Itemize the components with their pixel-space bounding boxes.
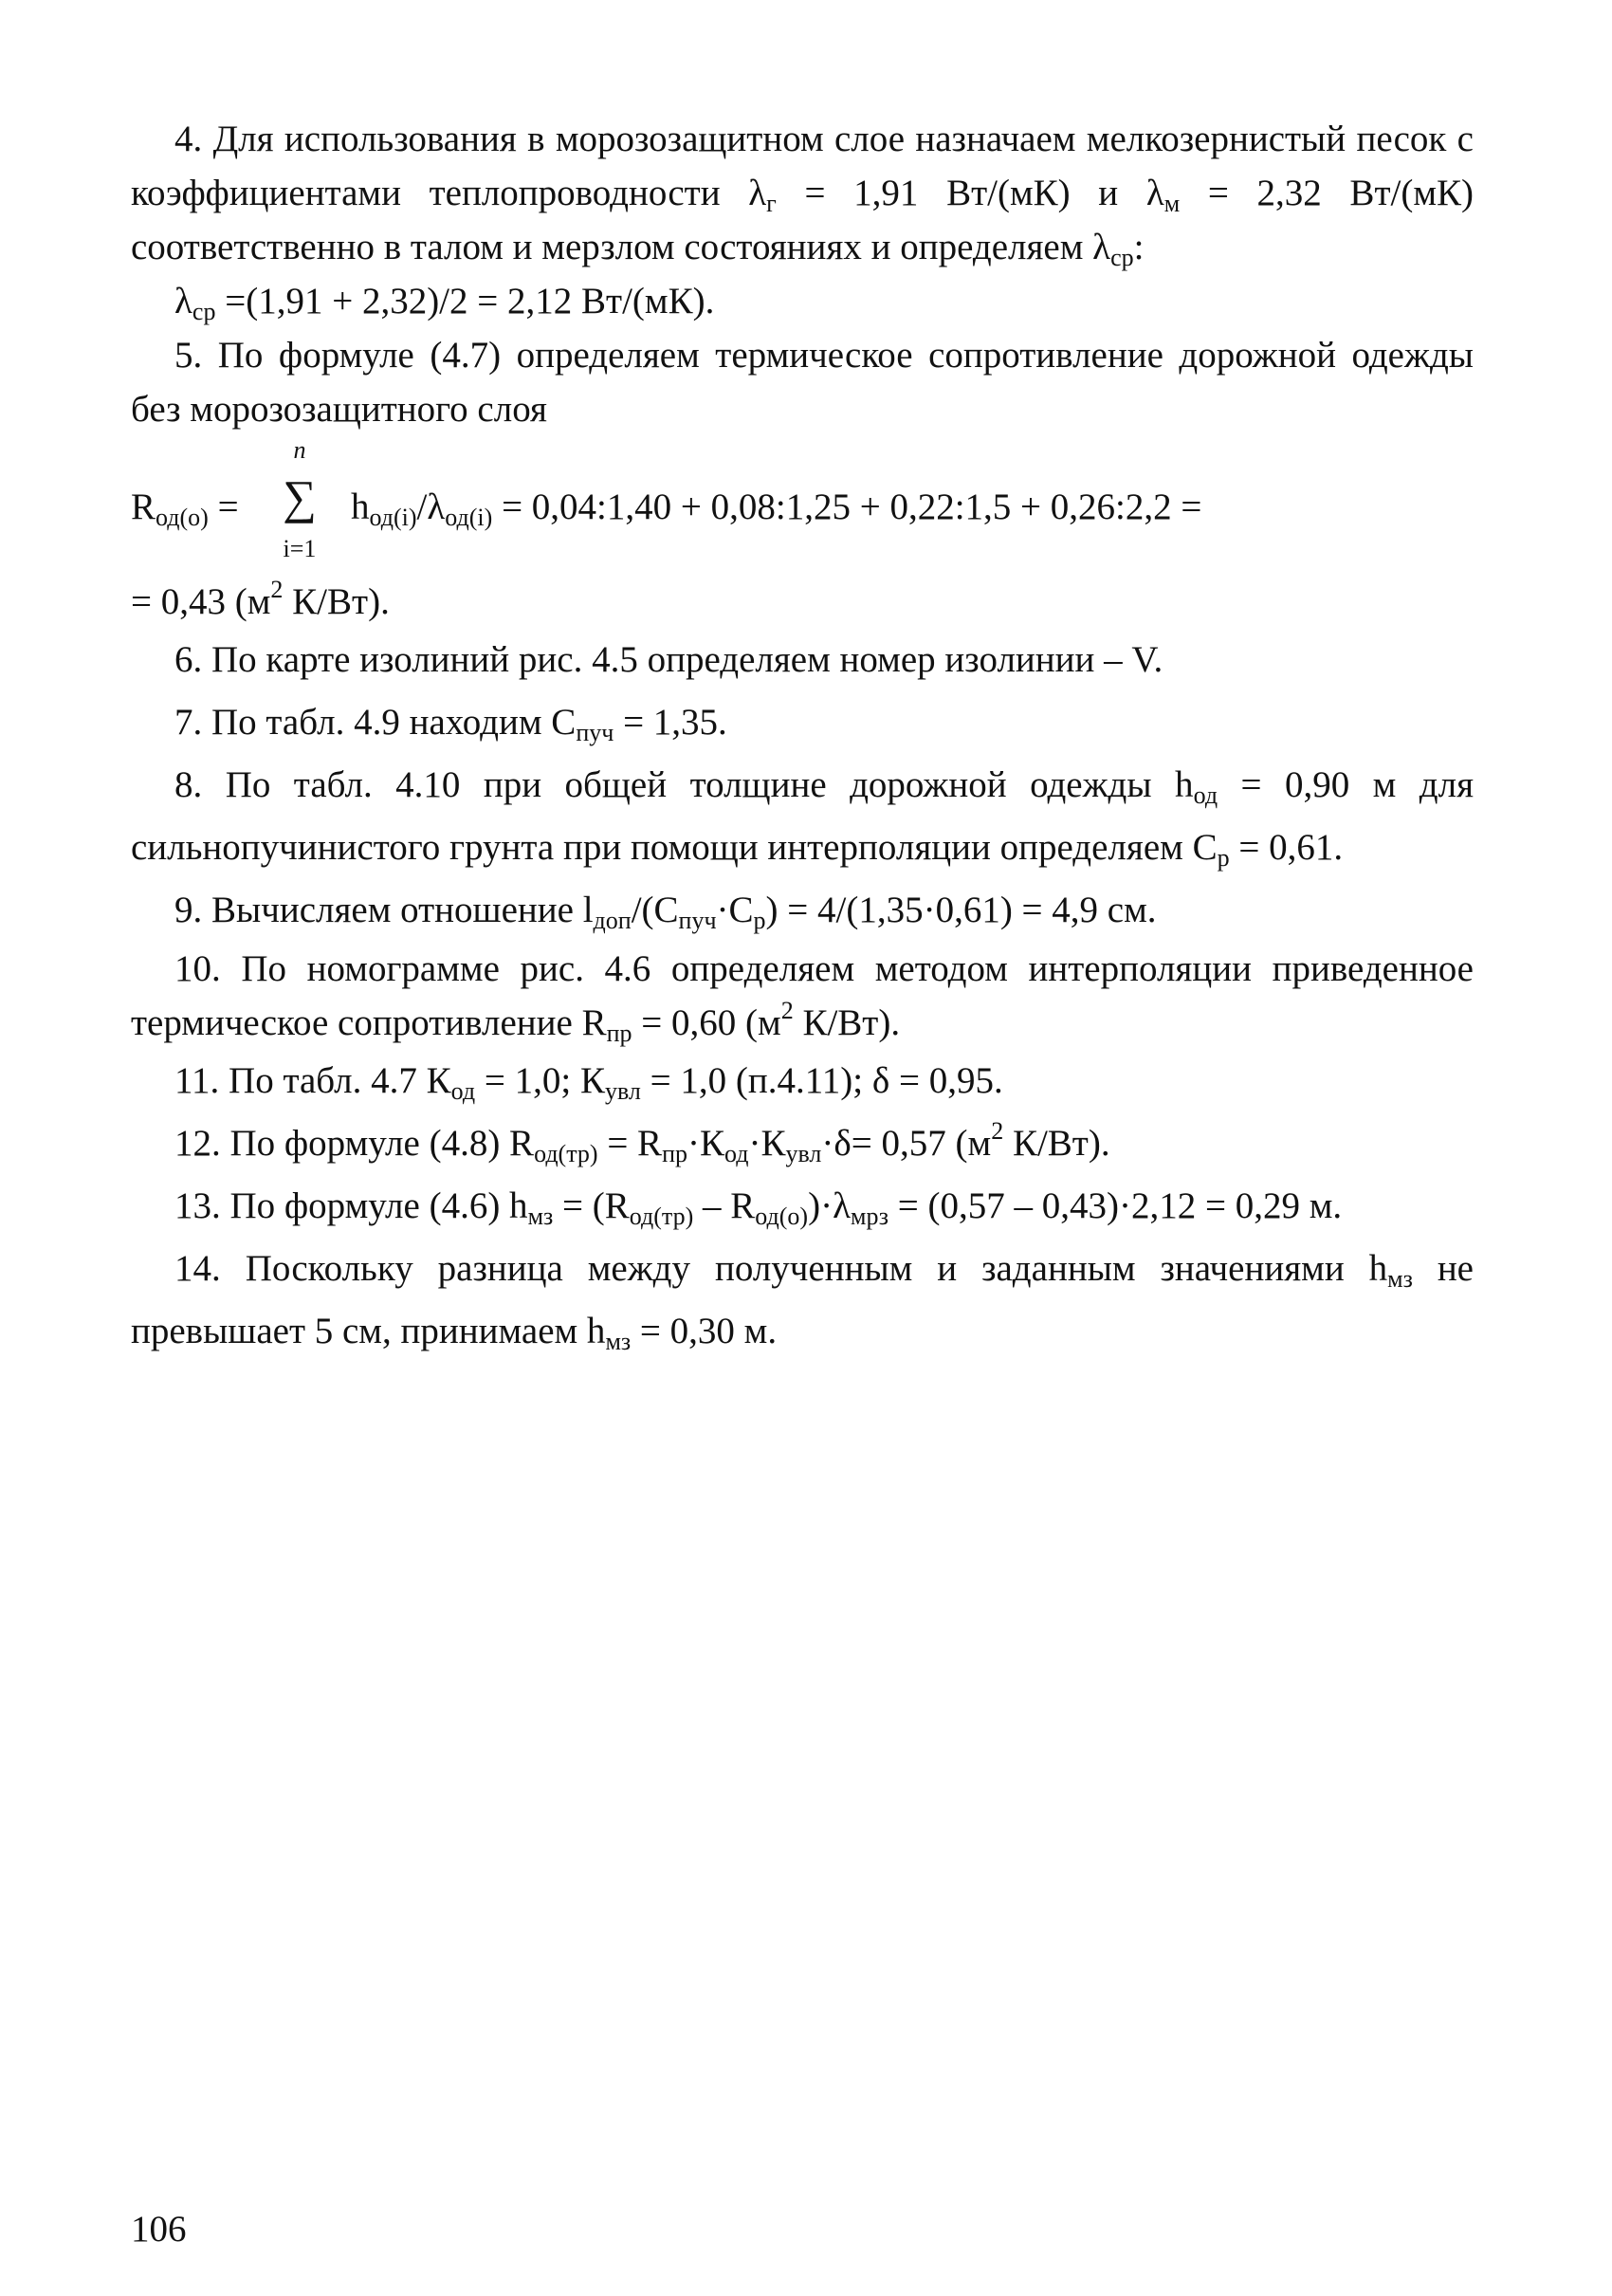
formula-lambda-average: $\lambda_{ср} =(1,91 + 2,32)/2 = 2,12$ Вт/(мК). (174, 281, 715, 325)
summation-sign: ∑ (283, 470, 317, 523)
formula-sum-result: = 0,43 ($м^2$ К/Вт). (131, 576, 390, 622)
paragraph-item-8: 8. По табл. 4.10 при общей толщине дорожной одежды $h_{од} = 0,90$ м для сильнопучинистого грунта при помощи интерполяции определяем $С_р = 0,61$. (131, 764, 1475, 872)
paragraph-item-13: 13. По формуле (4.6) $h_{мз} = (R_{од(тр)} - R_{од(о)})\cdot\lambda_{мрз} = (0,57 - 0,43)\cdot 2,12 = 0,29$ м. (174, 1185, 1343, 1230)
paragraph-item-10: 10. По номограмме рис. 4.6 определяем методом интерполяции приведенное термическое сопротивление $R_{пр} = 0,60$ ($м^2$ К/Вт). (131, 948, 1474, 1047)
paragraph-item-14: 14. Поскольку разница между полученным и заданным значениями $h_{мз}$ не превышает 5 см, принимаем $h_{мз} = 0,30$ м. (131, 1248, 1474, 1355)
formula-thermal-resistance-sum (131, 436, 1474, 575)
paragraph-item-5: 5. По формуле (4.7) определяем термическое сопротивление дорожной одежды без морозозащитного слоя (131, 335, 1474, 430)
formula-sum-lhs: $R_{од(о)}$ = (131, 487, 239, 531)
paragraph-item-4: 4. Для использования в морозозащитном слое назначаем мелкозернистый песок с коэффициентами теплопроводности $\lambda_г = 1,91$ Вт/(мК) и $\lambda_м = 2,32$ Вт/(мК) соответственно в талом и мерзлом состояниях и определяем $\lambda_{ср}$: (131, 119, 1474, 271)
paragraph-item-6: 6. По карте изолиний рис. 4.5 определяем номер изолинии – V. (174, 639, 1163, 680)
paragraph-item-12: 12. По формуле (4.8) $R_{од(тр)} = R_{пр}\cdot К_{од}\cdot К_{увл}\cdot\delta= 0,57$ ($м^2$ К/Вт). (174, 1117, 1110, 1167)
page-body (131, 112, 1474, 1363)
paragraph-item-9: 9. Вычисляем отношение $l_{доп}/(С_{пуч}\cdot С_р) = 4/(1,35\cdot 0,61) = 4,9$ см. (174, 890, 1157, 934)
summation-lower-limit: i=1 (283, 535, 317, 562)
summation-upper-limit: n (293, 436, 306, 464)
paragraph-item-11: 11. По табл. 4.7 $К_{од} = 1,0$; $К_{увл} = 1,0$ (п.4.11); δ = 0,95. (174, 1060, 1003, 1105)
paragraph-item-7: 7. По табл. 4.9 находим $С_{пуч} = 1,35$. (174, 702, 727, 746)
formula-sum-rhs: $h_{од(i)}/\lambda_{од(i)}$ = 0,04:1,40 + 0,08:1,25 + 0,22:1,5 + 0,26:2,2 = (351, 487, 1202, 531)
page-number: 106 (131, 2209, 187, 2250)
